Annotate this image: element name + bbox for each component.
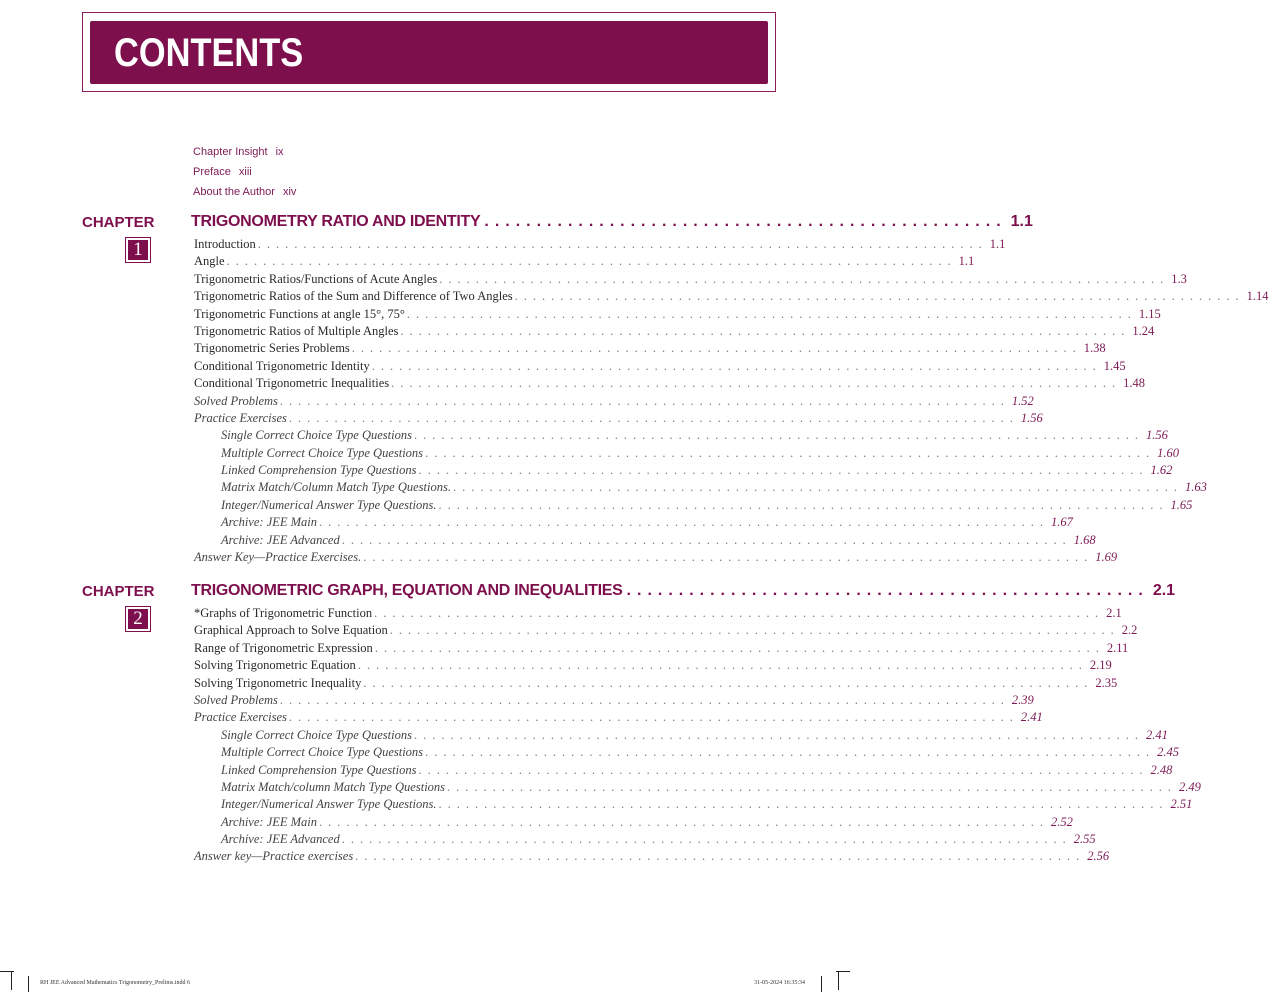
toc-entry-page: 2.19	[1089, 658, 1112, 673]
toc-entry[interactable]	[194, 692, 1034, 709]
dot-leader: ..................................................	[626, 582, 1149, 599]
chapter-label: CHAPTER	[82, 214, 155, 231]
toc-entry-page: 2.35	[1095, 675, 1118, 690]
toc-entry-label: Archive: JEE Main	[221, 515, 318, 530]
crop-mark	[28, 976, 29, 992]
toc-entry-label: Archive: JEE Advanced	[221, 532, 340, 547]
dot-leader: ................................................................................	[355, 849, 1086, 864]
front-matter-page: xiv	[282, 186, 297, 198]
toc-entry-label: Multiple Correct Choice Type Questions	[221, 745, 424, 760]
crop-mark	[821, 976, 822, 992]
toc-entry[interactable]	[194, 762, 1173, 779]
toc-entry-label: Answer key—Practice exercises	[194, 849, 354, 864]
front-matter-list	[193, 144, 296, 204]
toc-entry[interactable]	[194, 514, 1073, 531]
toc-entry-page: 1.15	[1138, 306, 1161, 321]
toc-entry-label: Trigonometric Ratios/Functions of Acute Angles	[194, 271, 438, 286]
toc-entry-label: Solved Problems	[194, 393, 278, 408]
dot-leader: ................................................................................	[438, 797, 1169, 812]
front-matter-label: Preface	[193, 166, 231, 178]
chapter-title: TRIGONOMETRIC GRAPH, EQUATION AND INEQUALITIES	[191, 582, 623, 599]
toc-entry[interactable]	[194, 375, 1145, 392]
toc-entry-page: 1.1	[958, 254, 975, 269]
dot-leader: ................................................................................	[438, 497, 1169, 512]
toc-entry-page: 1.63	[1184, 480, 1207, 495]
front-matter-label: About the Author	[193, 186, 275, 198]
toc-entry[interactable]	[194, 605, 1122, 622]
toc-entry-page: 2.49	[1179, 779, 1201, 794]
toc-entry-label: Multiple Correct Choice Type Questions	[221, 445, 424, 460]
toc-entry-label: Graphical Approach to Solve Equation	[194, 623, 388, 638]
toc-entry[interactable]	[194, 253, 975, 270]
dot-leader: ................................................................................	[439, 271, 1170, 286]
chapter-number: 2	[128, 609, 148, 629]
toc-entry-page: 1.1	[989, 237, 1006, 251]
toc-entry-label: Integer/Numerical Answer Type Questions.	[221, 797, 437, 812]
crop-mark	[836, 971, 850, 972]
toc-entry-label: Matrix Match/column Match Type Questions	[221, 779, 446, 794]
toc-entry[interactable]	[194, 271, 1187, 288]
dot-leader: ................................................................................	[351, 341, 1082, 356]
toc-entry-label: Linked Comprehension Type Questions	[221, 463, 417, 478]
dot-leader: ..................................................	[484, 213, 1007, 230]
toc-entry-label: Single Correct Choice Type Questions	[221, 727, 412, 742]
toc-entry[interactable]	[194, 744, 1179, 761]
toc-entry-label: Practice Exercises	[194, 710, 287, 725]
toc-entry[interactable]	[194, 497, 1193, 514]
dot-leader: ................................................................................	[357, 658, 1088, 673]
dot-leader: ................................................................................	[418, 463, 1149, 478]
dot-leader: ................................................................................	[363, 675, 1094, 690]
toc-entry-page: 2.51	[1170, 797, 1193, 812]
contents-banner	[90, 21, 768, 84]
toc-entry[interactable]	[194, 549, 1118, 566]
dot-leader: ................................................................................	[341, 532, 1072, 547]
toc-entry-label: Archive: JEE Advanced	[221, 832, 340, 847]
dot-leader: ................................................................................	[371, 358, 1102, 373]
toc-entry-label: Trigonometric Ratios of the Sum and Difference of Two Angles	[194, 289, 513, 304]
dot-leader: ................................................................................	[288, 710, 1019, 725]
chapter-title: TRIGONOMETRY RATIO AND IDENTITY	[191, 213, 481, 230]
footer-filename: RH JEE Advanced Mathematics Trigonometry_Prelims.indd 6	[40, 980, 190, 986]
toc-entry-page: 2.1	[1106, 606, 1122, 620]
toc-entry-label: Conditional Trigonometric Inequalities	[194, 376, 390, 391]
dot-leader: ................................................................................	[418, 762, 1149, 777]
toc-entry[interactable]	[194, 675, 1118, 692]
front-matter-item[interactable]	[193, 144, 296, 164]
toc-entry[interactable]	[194, 462, 1173, 479]
toc-entry-label: Single Correct Choice Type Questions	[221, 428, 412, 443]
dot-leader: ................................................................................	[425, 745, 1156, 760]
toc-entry-page: 1.52	[1011, 393, 1034, 408]
dot-leader: ................................................................................	[413, 428, 1144, 443]
dot-leader: ................................................................................	[374, 606, 1105, 620]
toc-entry[interactable]	[194, 709, 1043, 726]
toc-entry[interactable]	[194, 532, 1096, 549]
toc-entry-page: 2.11	[1106, 640, 1129, 655]
toc-entry-label: Solving Trigonometric Inequality	[194, 675, 362, 690]
toc-entry-page: 1.45	[1103, 358, 1126, 373]
toc-entry[interactable]	[194, 479, 1207, 496]
toc-entry-label: Trigonometric Ratios of Multiple Angles	[194, 323, 399, 338]
dot-leader: ................................................................................	[447, 779, 1178, 794]
toc-entry[interactable]	[194, 358, 1126, 375]
toc-entry-label: Range of Trigonometric Expression	[194, 640, 373, 655]
crop-mark	[11, 972, 12, 990]
chapter-number: 1	[128, 240, 148, 260]
toc-entry-page: 1.3	[1171, 271, 1187, 286]
toc-entry[interactable]	[194, 445, 1179, 462]
toc-entry-page: 1.69	[1095, 550, 1118, 565]
toc-entry-page: 2.56	[1087, 849, 1110, 864]
dot-leader: ................................................................................	[279, 393, 1010, 408]
toc-entry-page: 2.39	[1011, 692, 1034, 707]
front-matter-item[interactable]	[193, 184, 296, 204]
toc-entry-label: Matrix Match/Column Match Type Questions.	[221, 480, 451, 495]
toc-entry[interactable]	[194, 814, 1073, 831]
toc-entry[interactable]	[194, 393, 1034, 410]
toc-entry-label: Practice Exercises	[194, 410, 287, 425]
toc-entry[interactable]	[194, 323, 1155, 340]
toc-entry-label: *Graphs of Trigonometric Function	[194, 606, 373, 620]
dot-leader: ................................................................................	[319, 515, 1050, 530]
toc-entry-label: Linked Comprehension Type Questions	[221, 762, 417, 777]
toc-entry[interactable]	[194, 727, 1168, 744]
chapter-number-badge	[125, 606, 151, 632]
toc-entry-label: Solving Trigonometric Equation	[194, 658, 356, 673]
dot-leader: ................................................................................	[413, 727, 1144, 742]
dot-leader: ................................................................................	[257, 237, 988, 251]
toc-entry-page: 1.68	[1073, 532, 1096, 547]
dot-leader: ................................................................................	[514, 289, 1245, 304]
toc-entry[interactable]	[194, 427, 1168, 444]
toc-entry-page: 1.14	[1246, 289, 1269, 304]
toc-entry[interactable]	[194, 831, 1096, 848]
contents-banner-frame	[82, 12, 776, 92]
toc-entry-label: Answer Key—Practice Exercises.	[194, 550, 362, 565]
toc-entry-page: 1.38	[1083, 341, 1106, 356]
dot-leader: ................................................................................	[226, 254, 957, 269]
dot-leader: ................................................................................	[279, 692, 1010, 707]
toc-entry-page: 2.2	[1121, 623, 1138, 638]
toc-entry[interactable]	[194, 848, 1110, 865]
page-footer	[0, 972, 850, 995]
toc-entry-label: Trigonometric Series Problems	[194, 341, 350, 356]
dot-leader: ................................................................................	[452, 480, 1183, 495]
front-matter-page: ix	[275, 146, 284, 158]
toc-entry-label: Archive: JEE Main	[221, 814, 318, 829]
dot-leader: ................................................................................	[406, 306, 1137, 321]
dot-leader: ................................................................................	[425, 445, 1156, 460]
toc-entry-page: 2.45	[1157, 745, 1179, 760]
toc-entry[interactable]	[194, 640, 1129, 657]
dot-leader: ................................................................................	[374, 640, 1105, 655]
dot-leader: ................................................................................	[341, 832, 1072, 847]
dot-leader: ................................................................................	[389, 623, 1120, 638]
toc-entry[interactable]	[194, 779, 1201, 796]
dot-leader: ................................................................................	[391, 376, 1122, 391]
toc-entry-page: 2.41	[1020, 710, 1043, 725]
toc-entry-label: Solved Problems	[194, 692, 278, 707]
toc-entry[interactable]	[194, 410, 1043, 427]
toc-entry-page: 1.65	[1170, 497, 1193, 512]
toc-entry[interactable]	[194, 288, 1269, 305]
toc-entry-label: Angle	[194, 254, 225, 269]
toc-entry[interactable]	[194, 306, 1161, 323]
toc-entry-label: Conditional Trigonometric Identity	[194, 358, 370, 373]
page-title: CONTENTS	[114, 31, 304, 75]
dot-leader: ................................................................................	[400, 323, 1131, 338]
toc-entry-page: 1.62	[1150, 463, 1173, 478]
toc-entry-page: 1.60	[1157, 445, 1179, 460]
toc-entry-page: 2.41	[1145, 727, 1168, 742]
toc-entry-page: 2.52	[1051, 814, 1073, 829]
chapter-label: CHAPTER	[82, 583, 155, 600]
crop-mark	[838, 972, 839, 990]
footer-timestamp: 31-05-2024 16:35:34	[754, 980, 805, 986]
chapter-title-row[interactable]	[191, 582, 1176, 600]
dot-leader: ................................................................................	[319, 814, 1050, 829]
toc-entry-label: Trigonometric Functions at angle 15°, 75°	[194, 306, 405, 321]
chapter-entries	[194, 236, 1269, 566]
toc-entry[interactable]	[194, 236, 1006, 253]
toc-entry[interactable]	[194, 340, 1106, 357]
front-matter-page: xiii	[238, 166, 252, 178]
crop-mark	[0, 971, 14, 972]
toc-entry[interactable]	[194, 796, 1193, 813]
toc-entry-label: Integer/Numerical Answer Type Questions.	[221, 497, 437, 512]
toc-entry-page: 1.56	[1020, 410, 1043, 425]
toc-entry-page: 1.24	[1132, 323, 1155, 338]
dot-leader: ................................................................................	[288, 410, 1019, 425]
toc-entry-page: 2.55	[1073, 832, 1096, 847]
toc-entry-label: Introduction	[194, 237, 256, 251]
chapter-page: 1.1	[1010, 213, 1033, 230]
front-matter-label: Chapter Insight	[193, 146, 268, 158]
toc-entry-page: 1.67	[1051, 515, 1073, 530]
toc-entry-page: 1.48	[1123, 376, 1145, 391]
toc-entry[interactable]	[194, 657, 1112, 674]
chapter-title-row[interactable]	[191, 213, 1033, 231]
dot-leader: ................................................................................	[363, 550, 1094, 565]
chapter-page: 2.1	[1152, 582, 1176, 599]
toc-entry-page: 1.56	[1145, 428, 1168, 443]
toc-entry-page: 2.48	[1150, 762, 1173, 777]
front-matter-item[interactable]	[193, 164, 296, 184]
toc-entry[interactable]	[194, 622, 1138, 639]
chapter-entries	[194, 605, 1201, 866]
chapter-number-badge	[125, 237, 151, 263]
